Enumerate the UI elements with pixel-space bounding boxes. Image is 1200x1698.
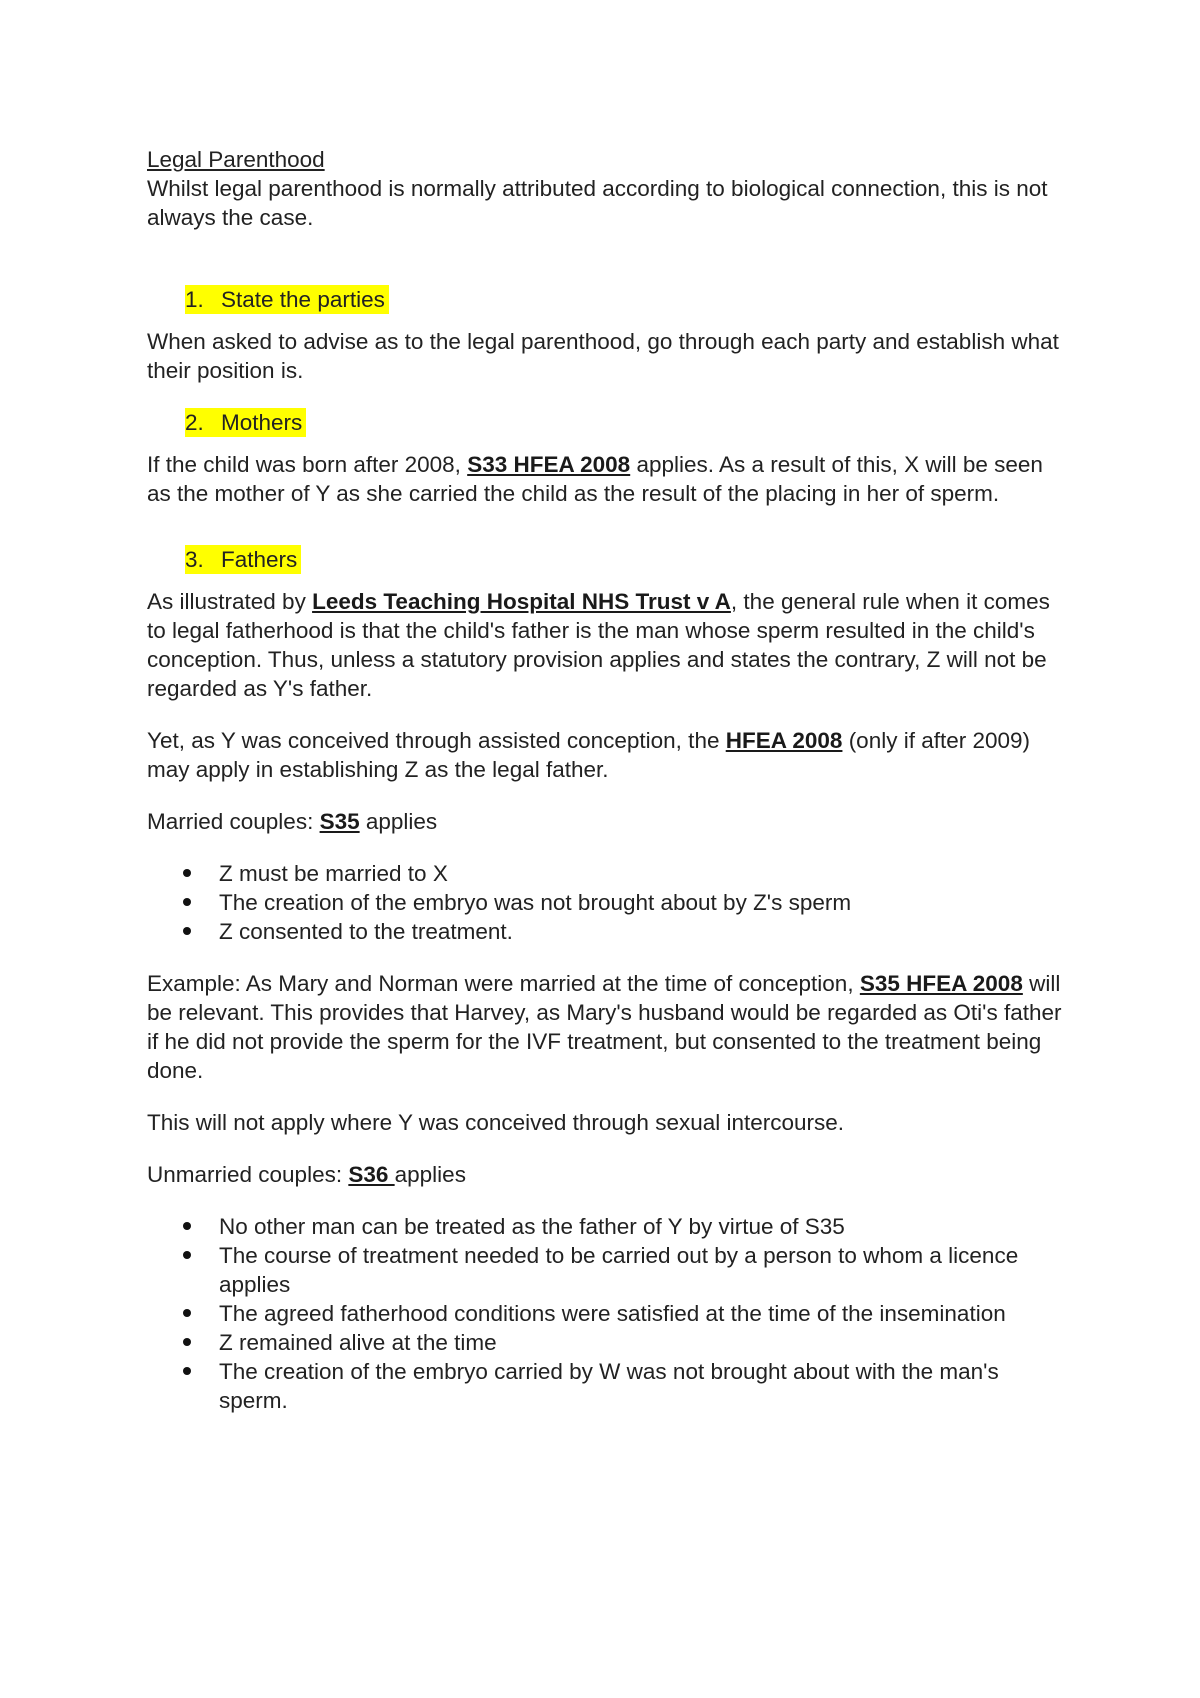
heading-label: Fathers	[221, 547, 298, 572]
text-run: applies	[359, 809, 438, 834]
bullet-icon	[183, 1251, 191, 1259]
heading-mothers	[185, 408, 1067, 437]
list-item-text: The creation of the embryo carried by W was not brought about with the man's sperm.	[219, 1359, 999, 1413]
highlight	[185, 408, 306, 437]
list-item	[183, 888, 1067, 917]
not-apply-paragraph: This will not apply where Y was conceived through sexual intercourse.	[147, 1110, 845, 1135]
list-item	[183, 1328, 1067, 1357]
text-run: Married couples:	[147, 809, 320, 834]
text-run: will be relevant. This provides that Harvey, as Mary's husband would be regarded as Oti's father if he did not provide the sperm for the IVF treatment, but consented to the treatment being done.	[147, 971, 1062, 1083]
text-run: Example: As Mary and Norman were married at the time of conception,	[147, 971, 860, 996]
text-run: applies	[394, 1162, 466, 1187]
heading-number: 3.	[185, 547, 204, 572]
list-item-text: The creation of the embryo was not brought about by Z's sperm	[219, 890, 852, 915]
list-item-text: Z must be married to X	[219, 861, 448, 886]
bullet-icon	[183, 1222, 191, 1230]
heading-state-the-parties	[185, 285, 1067, 314]
text-run: , the general rule when it comes to legal fatherhood is that the child's father is the man whose sperm resulted in the child's conception. Thus, unless a statutory provision applies and states the contrary, Z will not be regarded as Y's father.	[147, 589, 1050, 701]
statute-reference: S36	[348, 1162, 395, 1187]
list-item-text: No other man can be treated as the father of Y by virtue of S35	[219, 1214, 845, 1239]
heading-fathers	[185, 545, 1067, 574]
parties-paragraph: When asked to advise as to the legal parenthood, go through each party and establish what their position is.	[147, 329, 1059, 383]
text-run: Unmarried couples:	[147, 1162, 349, 1187]
mothers-paragraph	[147, 450, 1067, 508]
statute-reference: S35 HFEA 2008	[859, 971, 1023, 996]
married-couples-heading	[147, 807, 1067, 836]
list-item	[183, 1241, 1067, 1299]
intro-paragraph: Whilst legal parenthood is normally attributed according to biological connection, this is not always the case.	[147, 176, 1048, 230]
heading-number: 1.	[185, 287, 204, 312]
list-item	[183, 859, 1067, 888]
fathers-general-rule-paragraph	[147, 587, 1067, 703]
married-conditions-list	[147, 859, 1067, 946]
bullet-icon	[183, 1338, 191, 1346]
list-item-text: Z remained alive at the time	[219, 1330, 497, 1355]
example-paragraph	[147, 969, 1067, 1085]
text-run: If the child was born after 2008,	[147, 452, 468, 477]
text-run: As illustrated by	[147, 589, 313, 614]
unmarried-conditions-list	[147, 1212, 1067, 1415]
unmarried-couples-heading	[147, 1160, 1067, 1189]
highlight	[185, 285, 389, 314]
highlight	[185, 545, 301, 574]
bullet-icon	[183, 1309, 191, 1317]
list-item	[183, 917, 1067, 946]
heading-label: Mothers	[221, 410, 303, 435]
heading-label: State the parties	[221, 287, 385, 312]
list-item	[183, 1357, 1067, 1415]
spacer	[147, 531, 1067, 545]
statute-reference: HFEA 2008	[725, 728, 843, 753]
document-body	[147, 145, 1067, 1438]
assisted-conception-paragraph	[147, 726, 1067, 784]
statute-reference: S33 HFEA 2008	[467, 452, 631, 477]
bullet-icon	[183, 869, 191, 877]
text-run: (only if after 2009) may apply in establishing Z as the legal father.	[147, 728, 1031, 782]
spacer	[147, 232, 1067, 272]
list-item-text: The course of treatment needed to be carried out by a person to whom a licence applies	[219, 1243, 1019, 1297]
text-run: applies. As a result of this, X will be seen as the mother of Y as she carried the child as the result of the placing in her of sperm.	[147, 452, 1043, 506]
document-title: Legal Parenthood	[147, 147, 325, 172]
bullet-icon	[183, 898, 191, 906]
bullet-icon	[183, 927, 191, 935]
bullet-icon	[183, 1367, 191, 1375]
list-item	[183, 1212, 1067, 1241]
heading-number: 2.	[185, 410, 204, 435]
text-run: Yet, as Y was conceived through assisted conception, the	[147, 728, 726, 753]
list-item-text: Z consented to the treatment.	[219, 919, 513, 944]
statute-reference: S35	[319, 809, 360, 834]
case-reference: Leeds Teaching Hospital NHS Trust v A	[312, 589, 731, 614]
list-item-text: The agreed fatherhood conditions were satisfied at the time of the insemination	[219, 1301, 1006, 1326]
list-item	[183, 1299, 1067, 1328]
